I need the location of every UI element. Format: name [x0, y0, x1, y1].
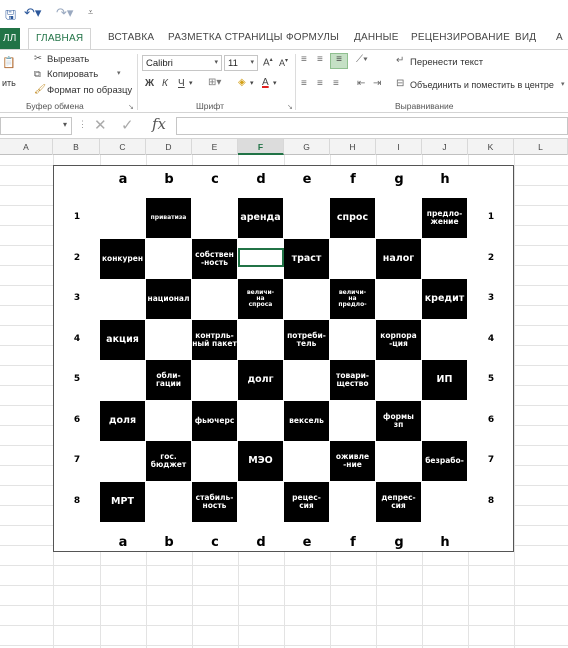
clipboard-group-label: Буфер обмена — [26, 101, 84, 111]
increase-indent-icon[interactable]: ⇥ — [373, 78, 382, 89]
board-square-f1[interactable]: спрос — [330, 198, 375, 238]
chevron-down-icon[interactable]: ▾ — [189, 80, 193, 87]
underline-button[interactable]: Ч — [178, 78, 185, 89]
board-square-g2[interactable]: налог — [376, 239, 421, 279]
column-header-c[interactable]: C — [100, 139, 146, 155]
rank-label-right-2: 2 — [487, 252, 495, 263]
board-square-c5[interactable] — [192, 360, 237, 400]
board-square-e4[interactable]: потреби- тель — [284, 320, 329, 360]
board-square-b2[interactable] — [146, 239, 191, 279]
dialog-launcher-icon[interactable]: ↘ — [287, 104, 293, 111]
align-bottom-icon[interactable]: ≡ — [330, 53, 348, 69]
file-label-bottom-h: h — [440, 535, 450, 550]
decrease-indent-icon[interactable]: ⇤ — [357, 78, 366, 89]
file-label-bottom-f: f — [350, 535, 356, 550]
merge-center-icon[interactable]: ⊟ — [396, 78, 405, 89]
board-square-g1[interactable] — [376, 198, 421, 238]
grid-line — [0, 585, 568, 586]
board-square-g6[interactable]: формы зп — [376, 401, 421, 441]
wrap-text-icon[interactable]: ↵ — [396, 55, 405, 66]
insert-function-icon[interactable]: fx — [152, 115, 167, 133]
board-square-a2[interactable]: конкурен — [100, 239, 145, 279]
align-left-icon[interactable]: ≡ — [301, 78, 307, 89]
wrap-text-button[interactable]: Перенести текст — [410, 57, 484, 68]
board-square-a6[interactable]: доля — [100, 401, 145, 441]
board-square-a8[interactable]: МРТ — [100, 482, 145, 522]
board-square-d5[interactable]: долг — [238, 360, 283, 400]
board-square-a3[interactable] — [100, 279, 145, 319]
board-square-h6[interactable] — [422, 401, 467, 441]
alignment-group-label: Выравнивание — [395, 101, 454, 111]
column-header-b[interactable]: B — [53, 139, 100, 155]
format-painter-icon[interactable]: 🖌 — [34, 84, 47, 95]
board-square-d3[interactable]: величи- на спроса — [238, 279, 283, 319]
tab-more[interactable]: А — [556, 32, 563, 43]
column-header-f[interactable]: F — [238, 139, 284, 155]
board-square-g7[interactable] — [376, 441, 421, 481]
rank-label-left-7: 7 — [73, 455, 81, 465]
format-painter-button[interactable]: Формат по образцу — [47, 85, 133, 96]
board-square-c4[interactable]: контрль- ный пакет — [192, 320, 237, 360]
board-square-c8[interactable]: стабиль- ность — [192, 482, 237, 522]
board-square-d4[interactable] — [238, 320, 283, 360]
grid-line — [0, 645, 568, 646]
file-label-top-f: f — [350, 172, 356, 187]
rank-label-right-8: 8 — [487, 495, 495, 506]
file-label-bottom-d: d — [256, 535, 266, 550]
rank-label-left-6: 6 — [73, 414, 81, 425]
align-center-icon[interactable]: ≡ — [317, 78, 323, 89]
rank-label-left-3: 3 — [73, 293, 81, 303]
board-square-g8[interactable]: депрес- сия — [376, 482, 421, 522]
tab-data[interactable]: ДАННЫЕ — [354, 32, 399, 43]
tab-page-layout[interactable]: РАЗМЕТКА СТРАНИЦЫ — [168, 32, 283, 43]
grid-line — [0, 565, 568, 566]
rank-label-left-8: 8 — [73, 495, 81, 506]
board-square-a4[interactable]: акция — [100, 320, 145, 360]
grid-line — [0, 605, 568, 606]
column-headers — [0, 139, 568, 155]
file-label-bottom-g: g — [394, 535, 404, 550]
merge-center-button[interactable]: Объединить и поместить в центре — [410, 80, 554, 90]
board-square-b7[interactable]: гос. бюджет — [146, 441, 191, 481]
save-icon[interactable]: 🖫 — [5, 8, 17, 23]
tab-formulas[interactable]: ФОРМУЛЫ — [286, 32, 340, 43]
board-square-g5[interactable] — [376, 360, 421, 400]
board-square-b6[interactable] — [146, 401, 191, 441]
dialog-launcher-icon[interactable]: ↘ — [128, 104, 134, 111]
board-square-f7[interactable]: оживле -ние — [330, 441, 375, 481]
name-box[interactable] — [0, 117, 72, 135]
rank-label-left-4: 4 — [73, 333, 81, 344]
board-square-e2[interactable]: траст — [284, 239, 329, 279]
tab-insert[interactable]: ВСТАВКА — [108, 32, 155, 43]
column-header-h[interactable]: H — [330, 139, 376, 155]
shrink-font-icon[interactable]: A▾ — [279, 58, 289, 68]
ribbon — [0, 49, 568, 113]
grow-font-icon[interactable]: A▴ — [263, 57, 273, 69]
rank-label-right-3: 3 — [487, 293, 495, 303]
align-middle-icon[interactable]: ≡ — [317, 54, 323, 65]
board-square-b3[interactable]: национал — [146, 279, 191, 319]
tab-file[interactable]: ЛЛ — [0, 28, 20, 50]
chevron-down-icon: ▾ — [62, 120, 67, 129]
board-square-e7[interactable] — [284, 441, 329, 481]
group-separator — [137, 54, 138, 110]
board-square-e3[interactable] — [284, 279, 329, 319]
board-square-e5[interactable] — [284, 360, 329, 400]
grid-line — [514, 155, 515, 648]
font-group-label: Шрифт — [196, 101, 224, 111]
board-square-c7[interactable] — [192, 441, 237, 481]
board-square-d6[interactable] — [238, 401, 283, 441]
board-square-f3[interactable]: величи- на предло- — [330, 279, 375, 319]
column-header-a[interactable]: A — [0, 139, 53, 155]
copy-button[interactable]: Копировать — [47, 69, 99, 80]
column-header-j[interactable]: J — [422, 139, 468, 155]
fill-color-icon[interactable]: ◈ — [238, 77, 246, 88]
board-square-b8[interactable] — [146, 482, 191, 522]
board-square-f2[interactable] — [330, 239, 375, 279]
board-square-d1[interactable]: аренда — [238, 198, 283, 238]
rank-label-left-1: 1 — [73, 212, 81, 222]
board-square-a7[interactable] — [100, 441, 145, 481]
board-square-b5[interactable]: обли- гации — [146, 360, 191, 400]
font-color-icon[interactable]: A — [262, 77, 269, 88]
undo-icon[interactable]: ↶▾ — [24, 6, 42, 21]
chevron-down-icon[interactable]: ▾ — [561, 81, 565, 88]
board-square-h4[interactable] — [422, 320, 467, 360]
chevron-down-icon[interactable]: ▾ — [250, 80, 254, 87]
rank-label-right-6: 6 — [487, 414, 495, 425]
file-label-top-h: h — [440, 172, 450, 187]
column-header-l[interactable]: L — [514, 139, 568, 155]
font-size-select[interactable] — [224, 55, 258, 71]
board-square-b4[interactable] — [146, 320, 191, 360]
board-square-d8[interactable] — [238, 482, 283, 522]
board-square-f4[interactable] — [330, 320, 375, 360]
rank-label-right-5: 5 — [487, 374, 495, 384]
column-header-i[interactable]: I — [376, 139, 422, 155]
board-square-h5[interactable]: ИП — [422, 360, 467, 400]
board-square-c6[interactable]: фьючерс — [192, 401, 237, 441]
tab-view[interactable]: ВИД — [515, 32, 537, 43]
board-square-e8[interactable]: рецес- сия — [284, 482, 329, 522]
column-header-g[interactable]: G — [284, 139, 330, 155]
tab-review[interactable]: РЕЦЕНЗИРОВАНИЕ — [411, 32, 510, 43]
font-size-value: 11 — [228, 58, 238, 69]
italic-button[interactable]: К — [162, 78, 168, 89]
align-top-icon[interactable]: ≡ — [301, 54, 307, 65]
chevron-down-icon[interactable]: ▾ — [117, 70, 121, 77]
board-square-c2[interactable]: собствен -ность — [192, 239, 237, 279]
file-label-top-d: d — [256, 172, 266, 187]
board-square-d7[interactable]: МЭО — [238, 441, 283, 481]
column-header-e[interactable]: E — [192, 139, 238, 155]
board-square-f6[interactable] — [330, 401, 375, 441]
board-square-f8[interactable] — [330, 482, 375, 522]
cut-icon[interactable]: ✂ — [34, 53, 42, 64]
chevron-down-icon: ▾ — [250, 59, 254, 66]
file-label-bottom-a: a — [118, 535, 128, 550]
cancel-icon[interactable]: ✕ — [94, 117, 107, 134]
grid-line — [0, 625, 568, 626]
customize-quick-access-icon[interactable]: ⩡ — [88, 8, 94, 18]
paste-button[interactable]: ить — [2, 78, 16, 88]
board-square-e1[interactable] — [284, 198, 329, 238]
formula-input[interactable] — [176, 117, 568, 135]
file-label-bottom-b: b — [164, 535, 174, 550]
cut-button[interactable]: Вырезать — [47, 54, 90, 65]
title-bar — [0, 0, 568, 28]
board-square-c3[interactable] — [192, 279, 237, 319]
more-icon: ⋮ — [78, 119, 87, 129]
column-header-k[interactable]: K — [468, 139, 514, 155]
rank-label-right-4: 4 — [487, 333, 495, 344]
board-square-h2[interactable] — [422, 239, 467, 279]
board-square-b1[interactable]: приватиза — [146, 198, 191, 238]
board-square-a5[interactable] — [100, 360, 145, 400]
font-name-value: Calibri — [146, 58, 173, 69]
file-label-top-g: g — [394, 172, 404, 187]
tab-home[interactable]: ГЛАВНАЯ — [28, 28, 91, 51]
ribbon-tabs — [0, 28, 568, 50]
file-label-top-e: e — [302, 172, 312, 187]
orientation-icon[interactable]: ⟋▾ — [356, 54, 368, 65]
borders-icon[interactable]: ⊞▾ — [208, 77, 222, 88]
board-square-h1[interactable]: предло- жение — [422, 198, 467, 238]
file-label-top-a: a — [118, 172, 128, 187]
copy-icon[interactable]: ⧉ — [34, 69, 41, 80]
enter-icon[interactable]: ✓ — [121, 117, 134, 134]
font-name-select[interactable] — [142, 55, 222, 71]
board-square-g3[interactable] — [376, 279, 421, 319]
bold-button[interactable]: Ж — [145, 78, 155, 89]
align-right-icon[interactable]: ≡ — [333, 78, 339, 89]
board-square-c1[interactable] — [192, 198, 237, 238]
board-square-h7[interactable]: безрабо- — [422, 441, 467, 481]
rank-label-left-5: 5 — [73, 374, 81, 384]
board-square-a1[interactable] — [100, 198, 145, 238]
redo-icon[interactable]: ↷▾ — [56, 6, 74, 21]
file-label-bottom-e: e — [302, 535, 312, 550]
board-square-h8[interactable] — [422, 482, 467, 522]
file-label-bottom-c: c — [211, 535, 219, 550]
chevron-down-icon[interactable]: ▾ — [273, 80, 277, 87]
board-square-h3[interactable]: кредит — [422, 279, 467, 319]
column-header-d[interactable]: D — [146, 139, 192, 155]
paste-icon[interactable]: 📋 — [2, 57, 16, 69]
file-label-top-c: c — [211, 172, 219, 187]
group-separator — [295, 54, 296, 110]
rank-label-left-2: 2 — [73, 252, 81, 263]
rank-label-right-1: 1 — [487, 212, 495, 222]
chevron-down-icon: ▾ — [214, 59, 218, 66]
selected-cell[interactable] — [238, 248, 284, 267]
board-square-e6[interactable]: вексель — [284, 401, 329, 441]
file-label-top-b: b — [164, 172, 174, 187]
board-square-f5[interactable]: товари- щество — [330, 360, 375, 400]
board-square-g4[interactable]: корпора -ция — [376, 320, 421, 360]
formula-bar — [0, 113, 568, 139]
rank-label-right-7: 7 — [487, 455, 495, 465]
